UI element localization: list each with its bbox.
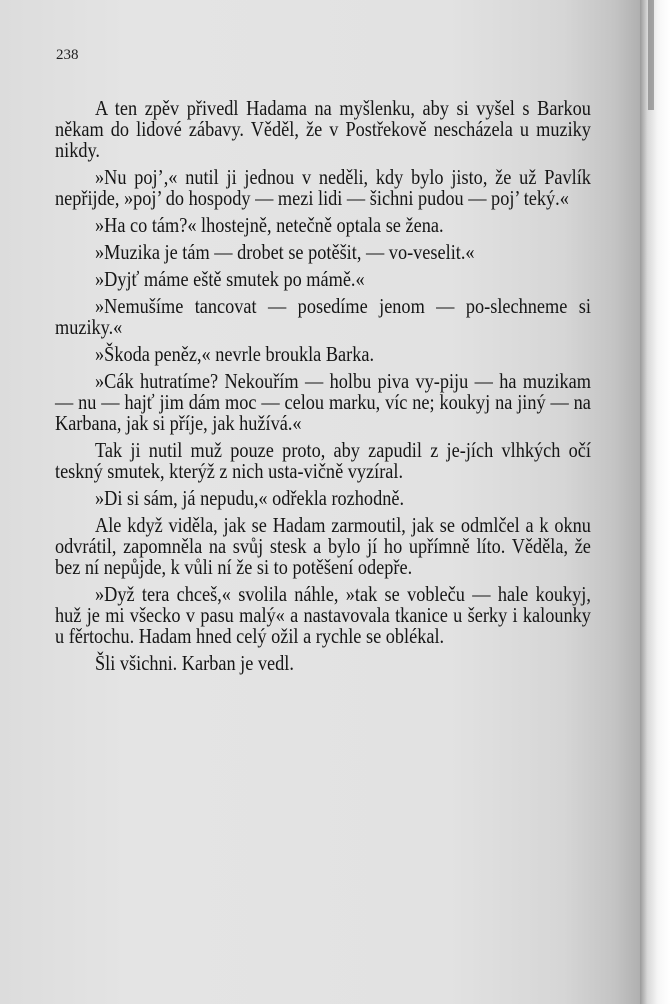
paragraph: Šli všichni. Karban je vedl. [95,651,294,675]
body-text [55,96,591,680]
page-edge [640,0,670,1004]
paragraph: »Muzika je tám — drobet se potěšit, — vo-veselit.« [95,240,475,264]
paragraph: »Nu poj’,« nutil ji jednou v neděli, kdy bylo jisto, že už Pavlík nepřijde, »poj’ do hospody — mezi lidi — šichni pudou — poj’ teký.« [55,165,591,210]
paragraph: »Nemušíme tancovat — posedíme jenom — po-slechneme si muziky.« [55,294,591,339]
paragraph: »Dyž tera chceš,« svolila náhle, »tak se vobleču — hale koukyj, huž je mi všecko v pasu malý« a nastavovala tkanice u šerky i kalounky u fěrtochu. Hadam hned celý ožil a rychle se oblékal. [55,582,591,648]
paragraph: »Dyjť máme eště smutek po mámě.« [95,267,365,291]
paragraph: »Ha co tám?« lhostejně, netečně optala se žena. [95,213,444,237]
paragraph: »Di si sám, já nepudu,« odřekla rozhodně. [95,486,405,510]
page-number: 238 [56,47,79,63]
paragraph: »Škoda peněz,« nevrle broukla Barka. [95,342,375,366]
page-edge-shadow [648,0,654,110]
paragraph: A ten zpěv přivedl Hadama na myšlenku, aby si vyšel s Barkou někam do lidové zábavy. Věděl, že v Postřekově nescházela u muziky nikdy. [55,96,591,162]
paragraph: Tak ji nutil muž pouze proto, aby zapudil z je-jích vlhkých očí teskný smutek, kterýž z nich usta-vičně vyzíral. [55,438,591,483]
paragraph: »Cák hutratíme? Nekouřím — holbu piva vy-piju — ha muzikam — nu — hajť jim dám moc — celou marku, víc ne; koukyj na jiný — na Karbana, jak si příje, jak hužívá.« [55,369,591,435]
paragraph: Ale když viděla, jak se Hadam zarmoutil, jak se odmlčel a k oknu odvrátil, zapomněla na svůj stesk a bylo jí ho upřímně líto. Věděla, že bez ní nepůjde, k vůli ní že si to potěšení odepře. [55,513,591,579]
